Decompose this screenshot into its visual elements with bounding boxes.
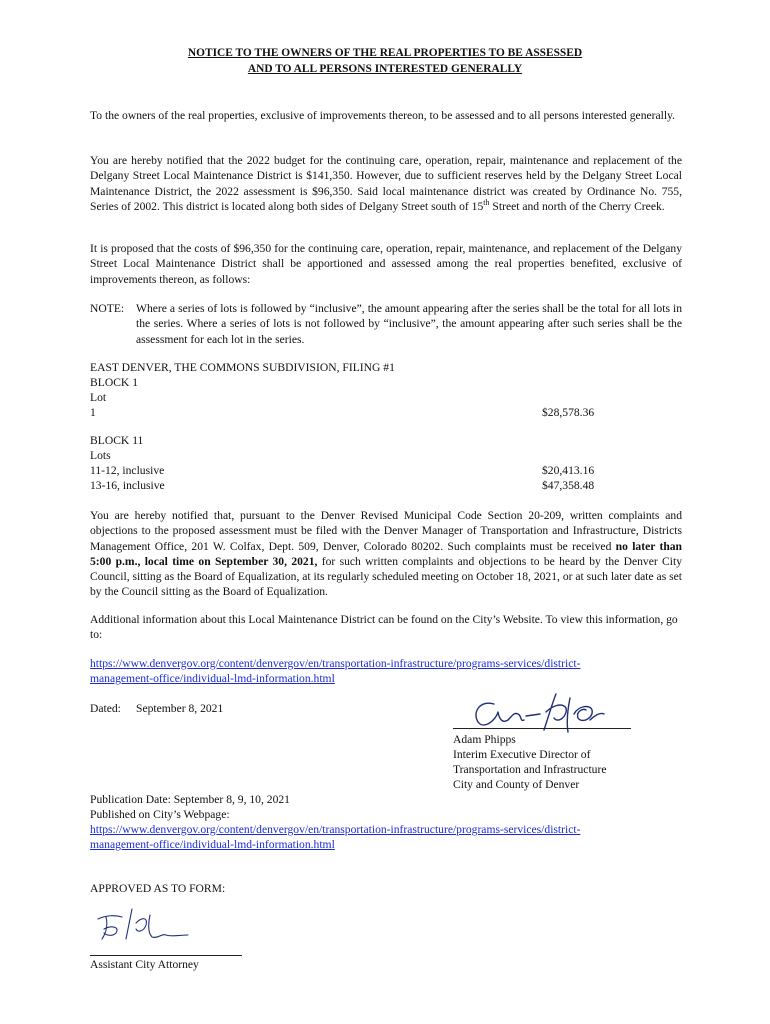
complaints-paragraph [90,508,682,600]
dated-value: September 8, 2021 [136,702,224,715]
lots-header: Lots [90,449,111,462]
subdivision-heading: EAST DENVER, THE COMMONS SUBDIVISION, FILING #1 [90,361,395,374]
webpage-link[interactable] [90,822,682,853]
block-name: BLOCK 1 [90,376,138,389]
attorney-signature [92,905,202,945]
signatory-title-3: City and County of Denver [453,778,580,791]
attorney-signature-line [90,955,242,956]
lmd-link-line-1[interactable]: https://www.denvergov.org/content/denvergov/en/transportation-infrastructure/programs-services/district- [90,657,581,670]
publication-dates: Publication Date: September 8, 9, 10, 2021 [90,793,290,806]
budget-tail: Street and north of the Cherry Creek. [489,199,665,213]
lmd-link-line-2[interactable]: management-office/individual-lmd-information.html [90,672,335,686]
attorney-title: Assistant City Attorney [90,958,199,971]
note-text: Where a series of lots is followed by “inclusive”, the amount appearing after the series shall be the total for all lots in the series. Where a series of lots is not followed by “inclusive”, the amount appearing after such series shall be the assessment for each lot in the series. [136,302,682,346]
note-label: NOTE: [90,302,125,315]
complaints-tail: for such written complaints and objections to be heard by the Denver City Council, sitting as the Board of Equalization, at its regularly scheduled meeting on October 18, 2021, or at such later date as set by the Council sitting as the Board of Equalization. [90,554,683,599]
approved-as-to-form: APPROVED AS TO FORM: [90,882,226,895]
webpage-link-line-1[interactable]: https://www.denvergov.org/content/denvergov/en/transportation-infrastructure/programs-services/district- [90,823,581,836]
signatory-title-1: Interim Executive Director of [453,748,591,761]
lot-number: 1 [90,406,96,419]
signatory-name: Adam Phipps [453,733,516,746]
lot-number: 11-12, inclusive [90,464,165,477]
lot-amount: $47,358.48 [542,479,595,492]
budget-paragraph [90,153,682,214]
title-line-2: AND TO ALL PERSONS INTERESTED GENERALLY [247,62,523,75]
complaints-text: You are hereby notified that, pursuant to the Denver Revised Municipal Code Section 20-209, written complaints and objections to the proposed assessment must be filed with the Denver Manager of Transportation and Infrastructure, Districts Management Office, 201 W. Colfax, Dept. 509, Denver, Colorado 80202. Such complaints must be received [90,509,682,553]
lot-number: 13-16, inclusive [90,479,165,492]
deadline-text: no later than 5:00 p.m., local time on September 30, 2021, [90,539,683,568]
intro-paragraph: To the owners of the real properties, exclusive of improvements thereon, to be assessed and to all persons interested generally. [90,109,676,122]
signatory-title-2: Transportation and Infrastructure [453,763,607,776]
block-name: BLOCK 11 [90,434,144,447]
lmd-link[interactable] [90,656,682,687]
published-on: Published on City’s Webpage: [90,808,230,821]
proposed-paragraph: It is proposed that the costs of $96,350 for the continuing care, operation, repair, maintenance, and replacement of the Delgany Street Local Maintenance District shall be apportioned and assessed among the real properties benefited, exclusive of improvements thereon, as follows: [90,242,682,286]
webpage-link-line-2[interactable]: management-office/individual-lmd-information.html [90,838,335,852]
title-line-1: NOTICE TO THE OWNERS OF THE REAL PROPERTIES TO BE ASSESSED [187,47,583,59]
additional-info-paragraph: Additional information about this Local Maintenance District can be found on the City’s Website. To view this information, go to: [90,613,678,642]
budget-text: You are hereby notified that the 2022 budget for the continuing care, operation, repair, maintenance and replacement of the Delgany Street Local Maintenance District is $141,350. However, due to sufficient reserves held by the Delgany Street Local Maintenance District, the 2022 assessment is $96,350. Said local maintenance district was created by Ordinance No. 755, Series of 2002. This district is located along both sides of Delgany Street south of 15 [90,154,682,213]
director-signature [466,690,616,738]
lots-header: Lot [90,391,107,404]
notice-title [90,46,680,77]
lot-amount: $20,413.16 [542,464,595,477]
director-signature-line [453,728,631,729]
dated-label: Dated: [90,702,121,715]
lot-amount: $28,578.36 [542,406,595,419]
ordinal-suffix: th [483,198,490,208]
